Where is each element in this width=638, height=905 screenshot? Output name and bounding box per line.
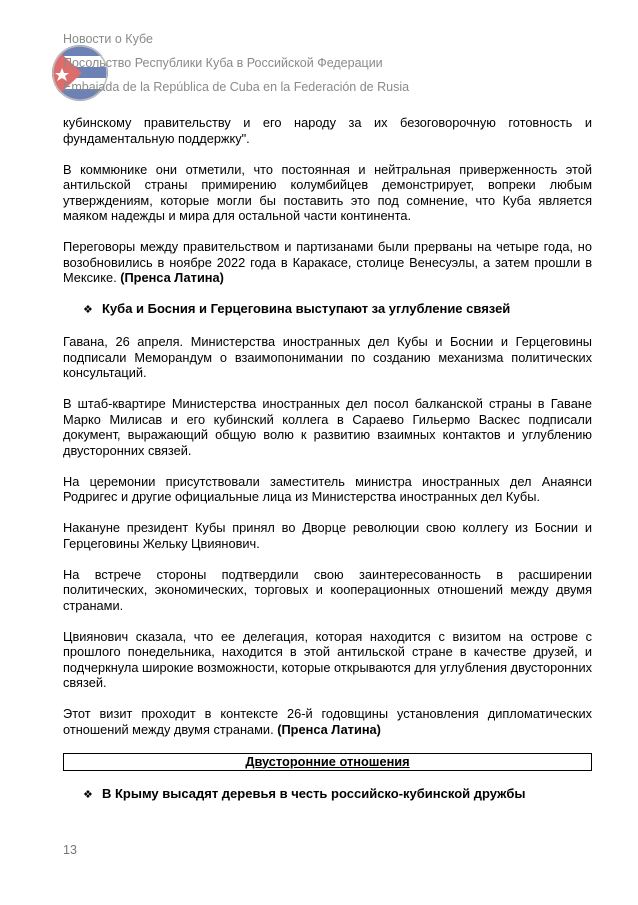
- section-heading-box: [63, 753, 592, 771]
- source-credit: (Пренса Латина): [120, 270, 224, 285]
- header-embassy-es: Embajada de la República de Cuba en la Federación de Rusia: [63, 80, 410, 94]
- paragraph: [63, 706, 592, 737]
- paragraph: На церемонии присутствовали заместитель министра иностранных дел Анаянси Родригес и другие официальные лица из Министерства иностранных дел Кубы.: [63, 473, 592, 504]
- paragraph: Цвиянович сказала, что ее делегация, которая находится с визитом на острове с прошлого понедельника, находится в этой антильской стране в качестве друзей, и подчеркнула широкие возможности, которые открываются для углубления двусторонних связей.: [63, 628, 592, 690]
- page-number: 13: [63, 843, 77, 857]
- document-body: [63, 115, 592, 819]
- paragraph: [63, 239, 592, 286]
- section-title: Двусторонние отношения: [245, 753, 410, 769]
- header-text-block: [63, 27, 409, 99]
- paragraph: В штаб-квартире Министерства иностранных дел посол балканской страны в Гаване Марко Милисав и его кубинский коллега в Сараево Гильермо Васкес подписали документ, выражающий общую волю к развитию взаимных контактов и углублению двусторонних связей.: [63, 396, 592, 458]
- news-headline: [83, 301, 592, 319]
- paragraph-text: Переговоры между правительством и партизанами были прерваны на четыре года, но возобновились в ноябре 2022 года в Каракасе, столице Венесуэлы, а затем прошли в Мексике.: [63, 239, 592, 285]
- diamond-bullet-icon: ❖: [83, 788, 93, 801]
- paragraph: кубинскому правительству и его народу за их безоговорочную готовность и фундаментальную поддержку".: [63, 115, 592, 146]
- header-embassy-ru: Посольство Республики Куба в Российской Федерации: [63, 56, 383, 70]
- document-header: [52, 27, 592, 102]
- headline-text: В Крыму высадят деревья в честь российско-кубинской дружбы: [102, 785, 526, 801]
- paragraph-text: Этот визит проходит в контексте 26-й годовщины установления дипломатических отношений между двумя странами.: [63, 706, 592, 737]
- diamond-bullet-icon: ❖: [83, 304, 93, 316]
- paragraph: На встрече стороны подтвердили свою заинтересованность в расширении политических, экономических, торговых и кооперационных отношений между двумя странами.: [63, 566, 592, 613]
- source-credit: (Пренса Латина): [277, 721, 381, 737]
- headline-text: Куба и Босния и Герцеговина выступают за углубление связей: [102, 301, 511, 316]
- header-title: Новости о Кубе: [63, 32, 153, 46]
- paragraph: В коммюнике они отметили, что постоянная и нейтральная приверженность этой антильской страны примирению колумбийцев демонстрирует, вопреки любым утверждениям, которые могли бы поставить это под сомнение, что Куба является маяком надежды и мира для остальной части континента.: [63, 161, 592, 223]
- paragraph: Гавана, 26 апреля. Министерства иностранных дел Кубы и Боснии и Герцеговины подписали Меморандум о взаимопонимании по созданию механизма политических консультаций.: [63, 334, 592, 380]
- news-headline: [83, 786, 592, 804]
- paragraph: Накануне президент Кубы принял во Дворце революции свою коллегу из Боснии и Герцеговины Жельку Цвиянович.: [63, 520, 592, 551]
